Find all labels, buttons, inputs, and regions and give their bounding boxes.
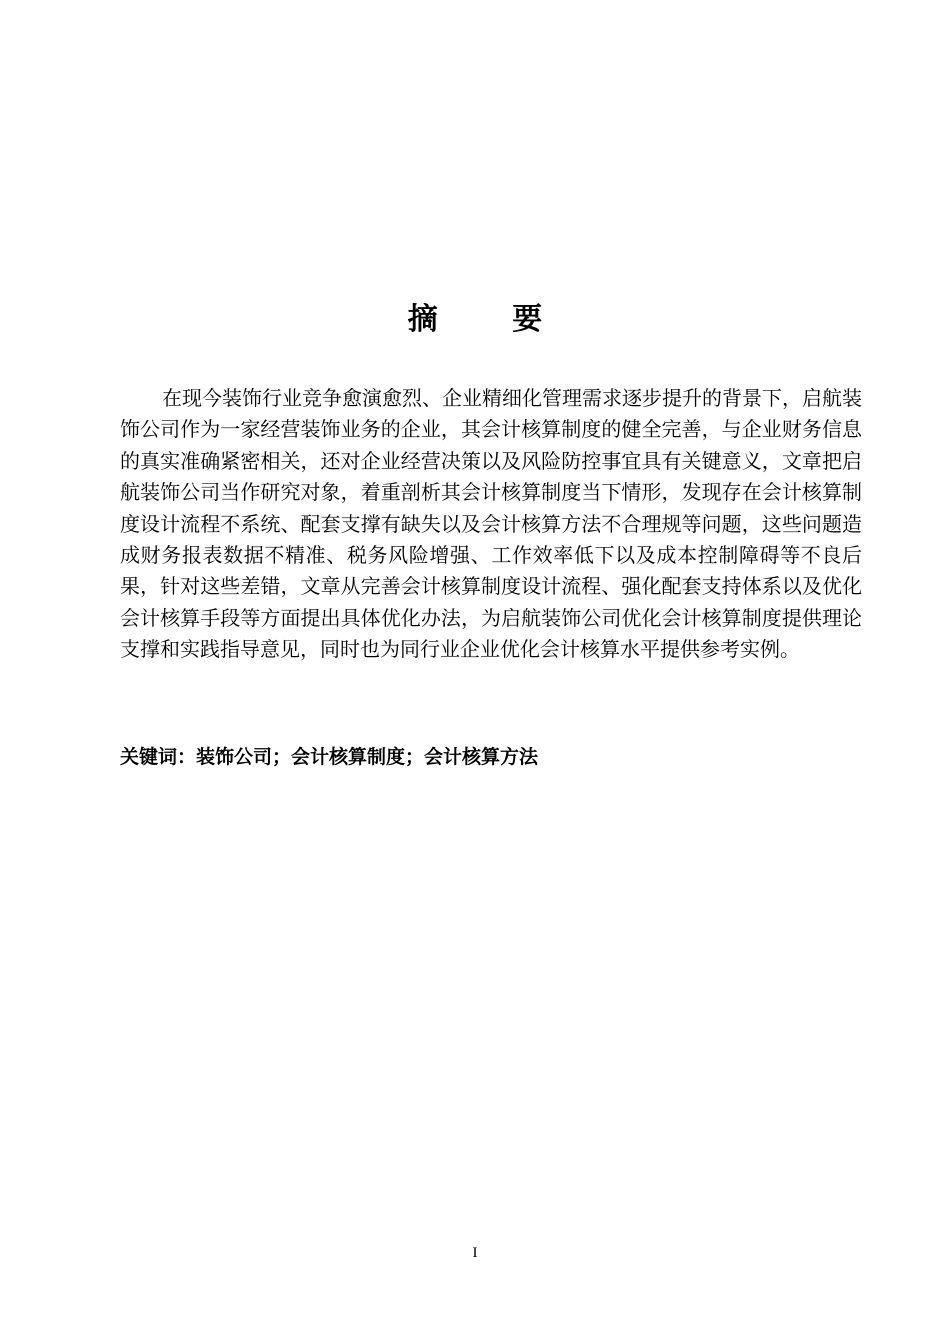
keywords-list: 装饰公司；会计核算制度；会计核算方法 [196,746,539,768]
page-number: I [472,1245,478,1261]
abstract-title: 摘 要 [407,302,575,337]
abstract-paragraph: 在现今装饰行业竞争愈演愈烈、企业精细化管理需求逐步提升的背景下，启航装饰公司作为一家经营装饰业务的企业，其会计核算制度的健全完善，与企业财务信息的真实准确紧密相关，还对企业经营决策以及风险防控事宜具有关键意义，文章把启航装饰公司当作研究对象，着重剖析其会计核算制度当下情形，发现存在会计核算制度设计流程不系统、配套支撑有缺失以及会计核算方法不合理规等问题，这些问题造成财务报表数据不精准、税务风险增强、工作效率低下以及成本控制障碍等不良后果，针对这些差错，文章从完善会计核算制度设计流程、强化配套支持体系以及优化会计核算手段等方面提出具体优化办法，为启航装饰公司优化会计核算制度提供理论支撑和实践指导意见，同时也为同行业企业优化会计核算水平提供参考实例。 [120,386,862,662]
keywords-label: 关键词： [120,746,197,768]
keywords-line [120,741,862,773]
